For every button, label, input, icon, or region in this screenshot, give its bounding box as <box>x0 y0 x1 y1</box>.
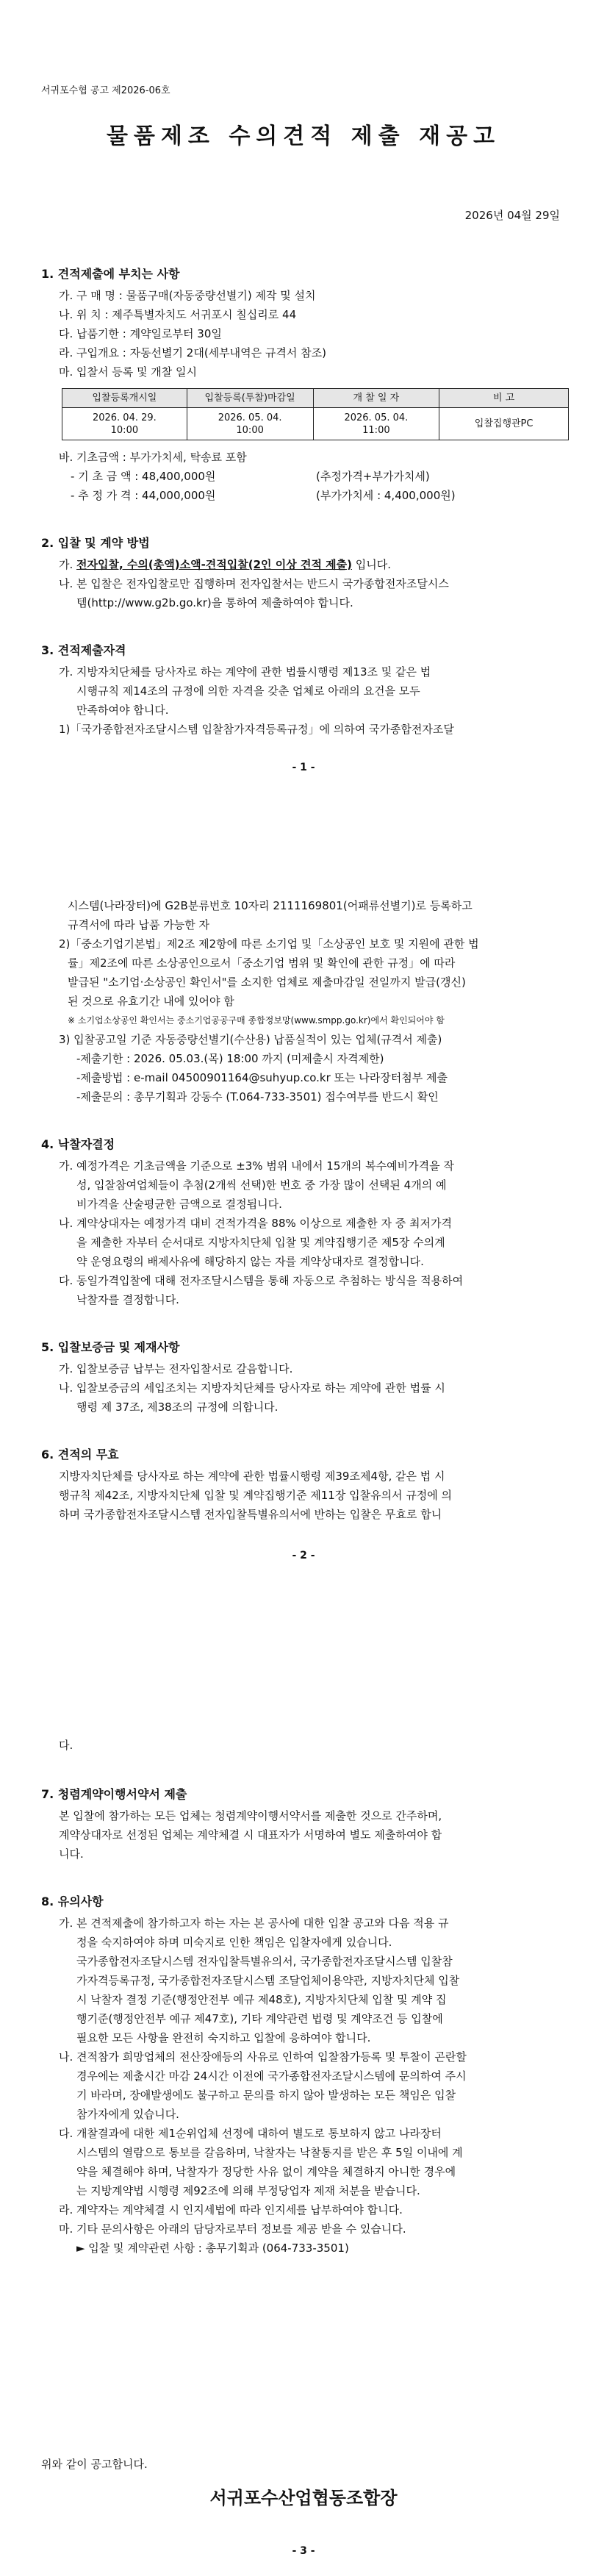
s3-note: ※ 소기업소상공인 확인서는 중소기업공공구매 종합정보망(www.smpp.go.kr)에서 확인되어야 함 <box>68 1015 445 1026</box>
table-cell: 2026. 04. 29. 10:00 <box>62 408 187 440</box>
s8-line: 경우에는 제출시간 마감 24시간 이전에 국가종합전자조달시스템에 문의하여 주시 <box>76 2069 467 2083</box>
section-3-heading: 3. 견적제출자격 <box>41 643 126 657</box>
s8-line: 는 지방계약법 시행령 제92조에 의해 부정당업자 제재 처분을 받습니다. <box>76 2184 420 2197</box>
s3-line: 된 것으로 유효기간 내에 있어야 함 <box>68 995 234 1008</box>
page-title: 물품제조 수의견적 제출 재공고 <box>106 124 501 149</box>
s3-line: 3) 입찰공고일 기준 자동중량선별기(수산용) 납품실적이 있는 업체(규격서 제출) <box>59 1033 442 1046</box>
submission-deadline: -제출기한 : 2026. 05.03.(목) 18:00 까지 (미제출시 자격제한) <box>76 1052 384 1065</box>
s8-line: 나. 견적참가 희망업체의 전산장애등의 사유로 인하여 입찰참가등록 및 투찰이 곤란할 <box>59 2050 467 2064</box>
s2-line: 가. 전자입찰, 수의(총액)소액-견적입찰(2인 이상 견적 제출) 입니다. <box>59 558 392 571</box>
s4-line: 낙찰자를 결정합니다. <box>76 1293 179 1306</box>
s3-line: 2)「중소기업기본법」제2조 제2항에 따른 소기업 및「소상공인 보호 및 지원에 관한 법 <box>59 937 479 951</box>
s7-line: 본 입찰에 참가하는 모든 업체는 청렴계약이행서약서를 제출한 것으로 간주하며, <box>59 1809 442 1822</box>
section-7-heading: 7. 청렴계약이행서약서 제출 <box>41 1787 187 1801</box>
s1-line: 마. 입찰서 등록 및 개찰 일시 <box>59 365 197 379</box>
section-6-heading: 6. 견적의 무효 <box>41 1448 119 1461</box>
contact-line: ► 입찰 및 계약관련 사항 : 총무기획과 (064-733-3501) <box>76 2242 349 2255</box>
s3-line: 시행규칙 제14조의 규정에 의한 자격을 갖춘 업체로 아래의 요건을 모두 <box>76 684 420 698</box>
s8-line: 가. 본 견적제출에 참가하고자 하는 자는 본 공사에 대한 입찰 공고와 다음 적용 규 <box>59 1917 449 1930</box>
s4-line: 나. 계약상대자는 예정가격 대비 견적가격을 88% 이상으로 제출한 자 중 최저가격 <box>59 1217 452 1230</box>
s4-line: 다. 동일가격입찰에 대해 전자조달시스템을 통해 자동으로 추첨하는 방식을 적용하여 <box>59 1274 464 1287</box>
s7-line: 계약상대자로 선정된 업체는 계약체결 시 대표자가 서명하여 별도 제출하여야 합 <box>59 1828 442 1842</box>
s1-line: 바. 기초금액 : 부가가치세, 탁송료 포함 <box>59 451 247 464</box>
s8-line: 약을 체결해야 하며, 낙찰자가 정당한 사유 없이 계약을 체결하지 아니한 경우에 <box>76 2165 456 2178</box>
s6-line: 행규칙 제42조, 지방자치단체 입찰 및 계약집행기준 제11장 입찰유의서 규정에 의 <box>59 1489 453 1502</box>
section-4-heading: 4. 낙찰자결정 <box>41 1137 115 1151</box>
s3-line: 시스템(나라장터)에 G2B분류번호 10자리 2111169801(어패류선별기)로 등록하고 <box>68 899 473 912</box>
table-header: 입찰등록개시일 <box>62 389 187 408</box>
table-header: 비 고 <box>439 389 569 408</box>
s3-line: 가. 지방자치단체를 당사자로 하는 계약에 관한 법률시행령 제13조 및 같은 법 <box>59 665 431 679</box>
s8-line: 마. 기타 문의사항은 아래의 담당자로부터 정보를 제공 받을 수 있습니다. <box>59 2222 406 2236</box>
section-8-heading: 8. 유의사항 <box>41 1895 104 1908</box>
s8-line: 가자격등록규정, 국가종합전자조달시스템 조달업체이용약관, 지방자치단체 입찰 <box>76 1974 460 1987</box>
s8-line: 시스템의 열람으로 통보를 갈음하며, 낙찰자는 낙찰통지를 받은 후 5일 이내에 계 <box>76 2146 463 2159</box>
s3-line: 규격서에 따라 납품 가능한 자 <box>68 918 209 931</box>
s3-line: 만족하여야 합니다. <box>76 704 169 717</box>
s8-line: 참가자에게 있습니다. <box>76 2108 179 2121</box>
table-cell: 2026. 05. 04. 10:00 <box>187 408 313 440</box>
s8-line: 필요한 모든 사항을 완전히 숙지하고 입찰에 응하여야 합니다. <box>76 2031 371 2044</box>
s6-line: 하며 국가종합전자조달시스템 전자입찰특별유의서에 반하는 입찰은 무효로 합니 <box>59 1508 442 1521</box>
table-cell: 2026. 05. 04. 11:00 <box>313 408 439 440</box>
section-1-heading: 1. 견적제출에 부치는 사항 <box>41 267 180 281</box>
s4-line: 약 운영요령의 배제사유에 해당하지 않는 자를 계약상대자로 결정합니다. <box>76 1255 424 1268</box>
announcement-date: 2026년 04월 29일 <box>464 209 560 222</box>
submission-method: -제출방법 : e-mail 04500901164@suhyup.co.kr 또는 나라장터첨부 제출 <box>76 1071 448 1084</box>
base-amount: - 기 초 금 액 : 48,400,000원 <box>71 470 216 483</box>
s5-line: 행령 제 37조, 제38조의 규정에 의합니다. <box>76 1400 279 1414</box>
s8-line: 국가종합전자조달시스템 전자입찰특별유의서, 국가종합전자조달시스템 입찰참 <box>76 1955 453 1968</box>
estimated-price-note: (부가가치세 : 4,400,000원) <box>316 489 456 502</box>
s4-line: 성, 입찰참여업체들이 추첨(2개씩 선택)한 번호 중 가장 많이 선택된 4개의 예 <box>76 1178 447 1192</box>
s3-line: 1)「국가종합전자조달시스템 입찰참가자격등록규정」에 의하여 국가종합전자조달 <box>59 723 454 736</box>
s3-line: 률」제2조에 따른 소상공인으로서「중소기업 범위 및 확인에 관한 규정」에 따라 <box>68 956 456 970</box>
s4-line: 을 제출한 자부터 순서대로 지방자치단체 입찰 및 계약집행기준 제5장 수의계 <box>76 1236 445 1249</box>
submission-contact: -제출문의 : 총무기획과 강동수 (T.064-733-3501) 접수여부를 반드시 확인 <box>76 1090 439 1103</box>
s1-line: 라. 구입개요 : 자동선별기 2대(세부내역은 규격서 참조) <box>59 346 326 359</box>
page-number: - 3 - <box>292 2545 315 2557</box>
s8-line: 행기준(행정안전부 예규 제47호), 기타 계약관련 법령 및 계약조건 등 입찰에 <box>76 2012 443 2025</box>
section-5-heading: 5. 입찰보증금 및 제재사항 <box>41 1340 180 1354</box>
s6-line: 지방자치단체를 당사자로 하는 계약에 관한 법률시행령 제39조제4항, 같은 법 시 <box>59 1470 445 1483</box>
s8-line: 기 바라며, 장애발생에도 불구하고 문의를 하지 않아 발생하는 모든 책임은 입찰 <box>76 2089 456 2102</box>
document-number: 서귀포수협 공고 제2026-06호 <box>41 85 170 96</box>
section-2-heading: 2. 입찰 및 계약 방법 <box>41 536 150 550</box>
s8-line: 정을 숙지하여야 하며 미숙지로 인한 책임은 입찰자에게 있습니다. <box>76 1936 392 1949</box>
issuer-name: 서귀포수산업협동조합장 <box>209 2488 398 2508</box>
table-header: 입찰등록(투찰)마감일 <box>187 389 313 408</box>
s3-line: 발급된 "소기업·소상공인 확인서"를 소지한 업체로 제출마감일 전일까지 발급(갱신) <box>68 976 466 989</box>
page-number: - 1 - <box>292 762 315 773</box>
s4-line: 비가격을 산술평균한 금액으로 결정됩니다. <box>76 1198 282 1211</box>
base-amount-note: (추정가격+부가가치세) <box>316 470 430 483</box>
table-cell: 입찰집행관PC <box>439 408 569 440</box>
s2-line: 나. 본 입찰은 전자입찰로만 집행하며 전자입찰서는 반드시 국가종합전자조달시스 <box>59 577 449 590</box>
s7-line: 니다. <box>59 1847 84 1861</box>
table-header: 개 찰 일 자 <box>313 389 439 408</box>
s8-line: 다. 개찰결과에 대한 제1순위업체 선정에 대하여 별도로 통보하지 않고 나라장터 <box>59 2127 442 2140</box>
s1-line: 가. 구 매 명 : 물품구매(자동중량선별기) 제작 및 설치 <box>59 289 316 302</box>
closing-text: 위와 같이 공고합니다. <box>41 2458 148 2471</box>
s1-line: 다. 납품기한 : 계약일로부터 30일 <box>59 327 222 340</box>
estimated-price: - 추 정 가 격 : 44,000,000원 <box>71 489 216 502</box>
schedule-table <box>62 388 569 440</box>
s1-line: 나. 위 치 : 제주특별자치도 서귀포시 칠십리로 44 <box>59 308 297 321</box>
s5-line: 나. 입찰보증금의 세입조치는 지방자치단체를 당사자로 하는 계약에 관한 법률 시 <box>59 1381 445 1395</box>
s8-line: 시 낙찰자 결정 기준(행정안전부 예규 제48호), 지방자치단체 입찰 및 계약 집 <box>76 1993 447 2006</box>
s6-line: 다. <box>59 1739 73 1752</box>
s5-line: 가. 입찰보증금 납부는 전자입찰서로 갈음합니다. <box>59 1362 293 1375</box>
bid-method: 전자입찰, 수의(총액)소액-견적입찰(2인 이상 견적 제출) <box>76 558 352 571</box>
s4-line: 가. 예정가격은 기초금액을 기준으로 ±3% 범위 내에서 15개의 복수예비가격을 작 <box>59 1159 454 1173</box>
s2-line: 템(http://www.g2b.go.kr)을 통하여 제출하여야 합니다. <box>76 596 353 609</box>
s8-line: 라. 계약자는 계약체결 시 인지세법에 따라 인지세를 납부하여야 합니다. <box>59 2203 403 2217</box>
page-number: - 2 - <box>292 1550 315 1561</box>
